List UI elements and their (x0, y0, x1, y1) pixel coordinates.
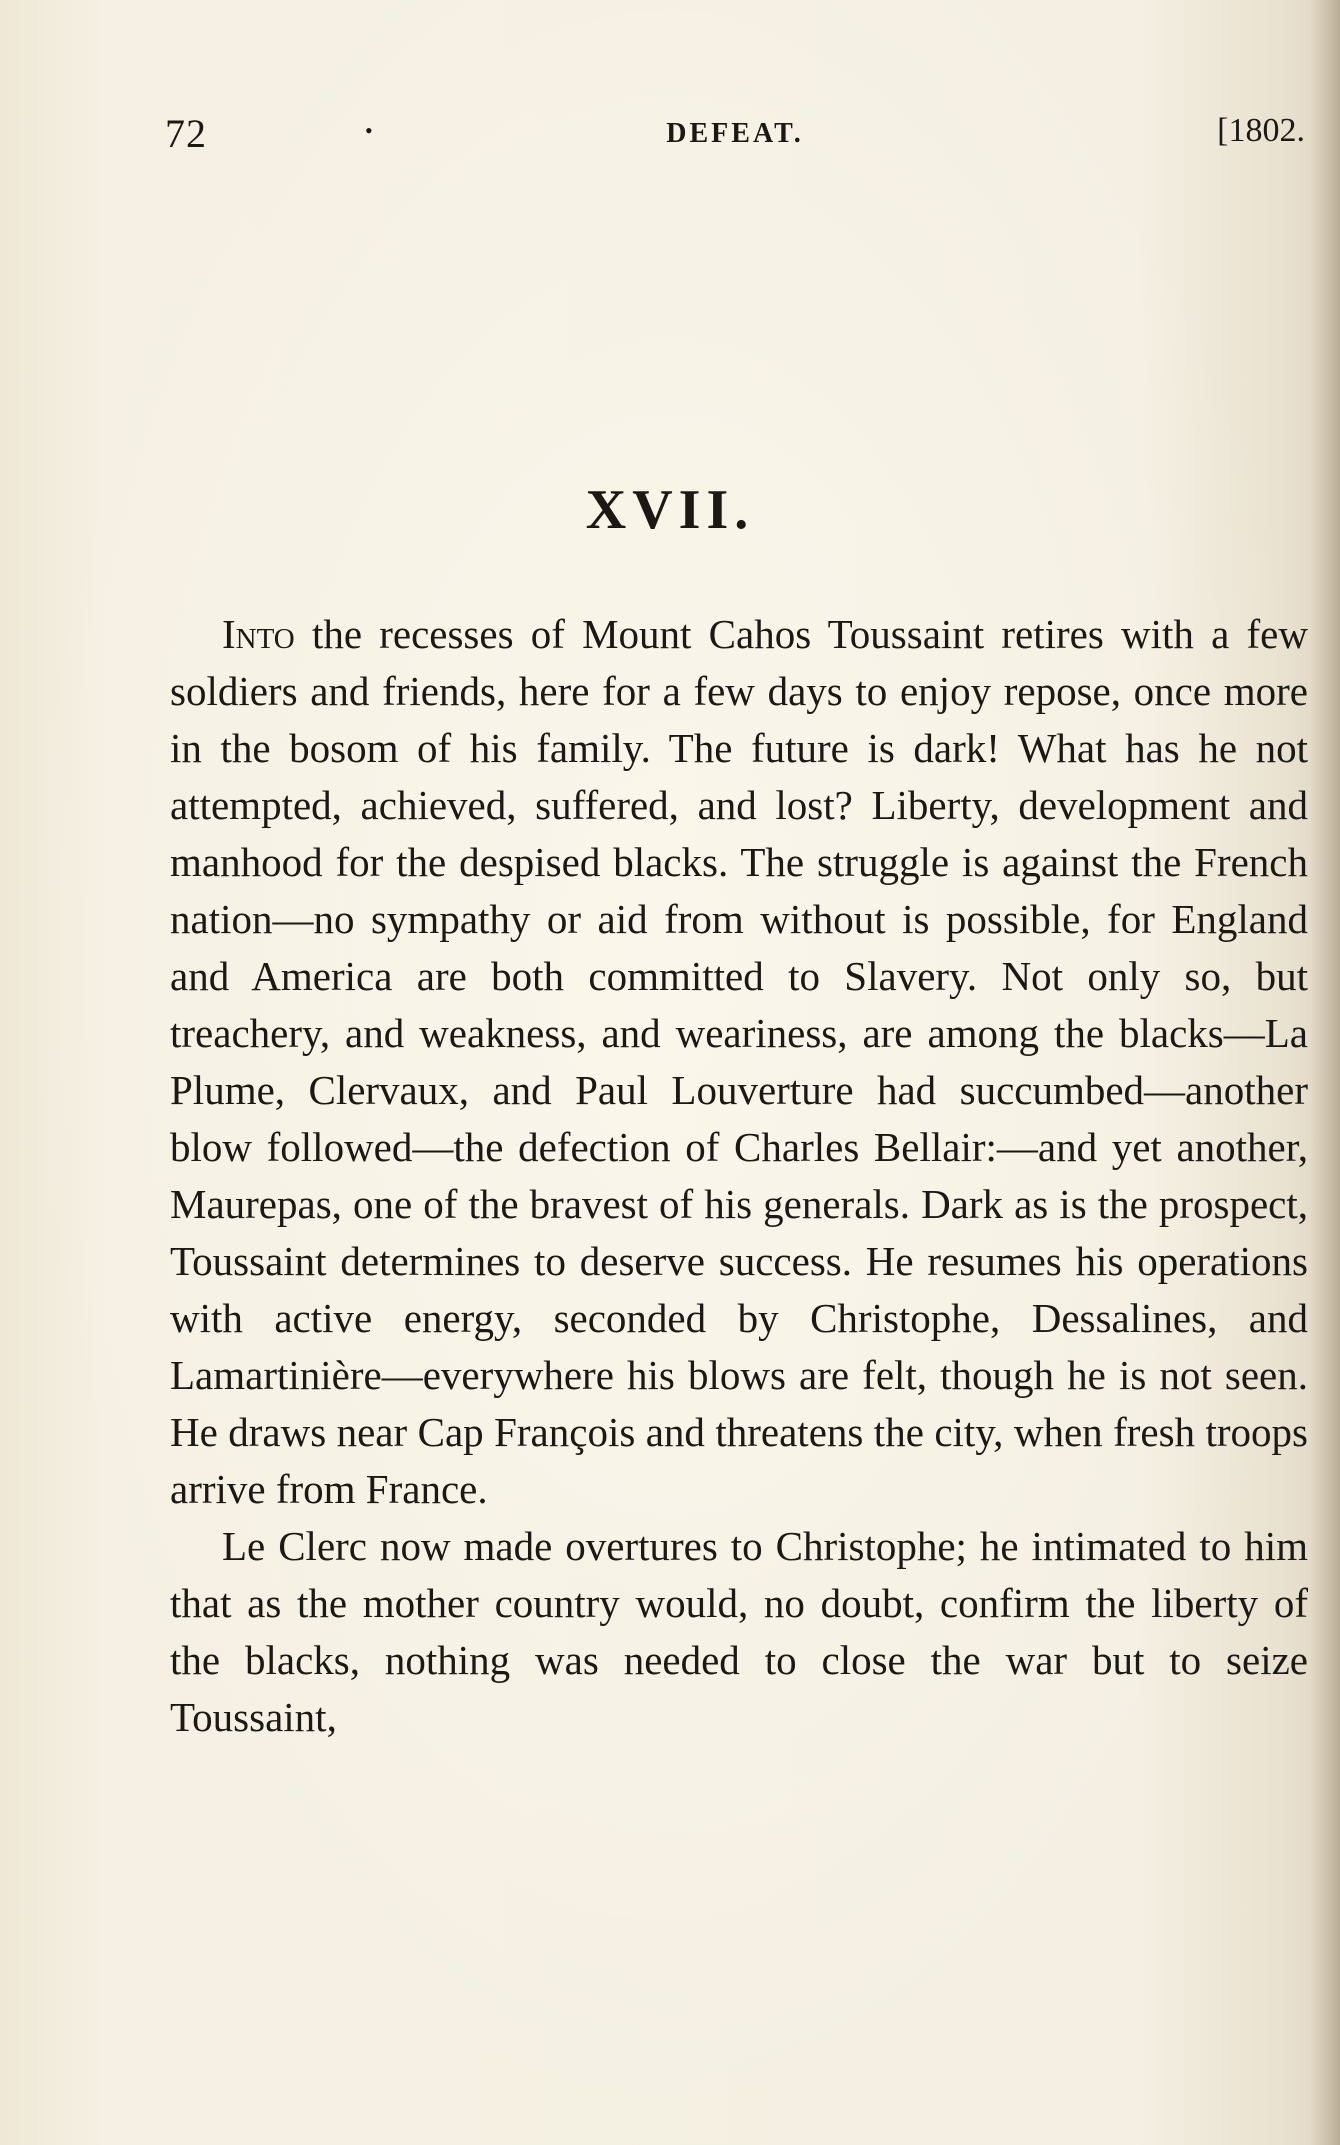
paragraph-lead-word: Into (222, 611, 295, 657)
page-number: 72 (165, 111, 207, 156)
paragraph (170, 1518, 1308, 1746)
paragraph (170, 606, 1308, 1518)
page-header (165, 110, 1305, 170)
header-year: [1802. (1217, 112, 1305, 149)
chapter-heading: XVII. (585, 479, 755, 541)
running-title: DEFEAT. (666, 118, 804, 149)
body-text (170, 606, 1308, 1746)
paragraph-text: Le Clerc now made overtures to Christophe; he intimated to him that as the mother country would, no doubt, confirm the liberty of the blacks, nothing was needed to close the war but to seize Toussaint, (170, 1523, 1308, 1740)
header-ornament: • (365, 118, 373, 143)
page-edge-shadow (1310, 0, 1340, 2145)
paragraph-text: the recesses of Mount Cahos Toussaint retires with a few soldiers and friends, here for a few days to enjoy repose, once more in the bosom of his family. The future is dark! What has he not attempted, achieved, suffered, and lost? Liberty, development and manhood for the despised blacks. The struggle is against the French nation—no sympathy or aid from without is possible, for England and America are both committed to Slavery. Not only so, but treachery, and weakness, and weariness, are among the blacks—La Plume, Clervaux, and Paul Louverture had succumbed—another blow followed—the defection of Charles Bellair:—and yet another, Maurepas, one of the bravest of his generals. Dark as is the prospect, Toussaint determines to deserve success. He resumes his operations with active energy, seconded by Christophe, Dessalines, and Lamartinière—everywhere his blows are felt, though he is not seen. He draws near Cap François and threatens the city, when fresh troops arrive from France. (170, 611, 1308, 1512)
